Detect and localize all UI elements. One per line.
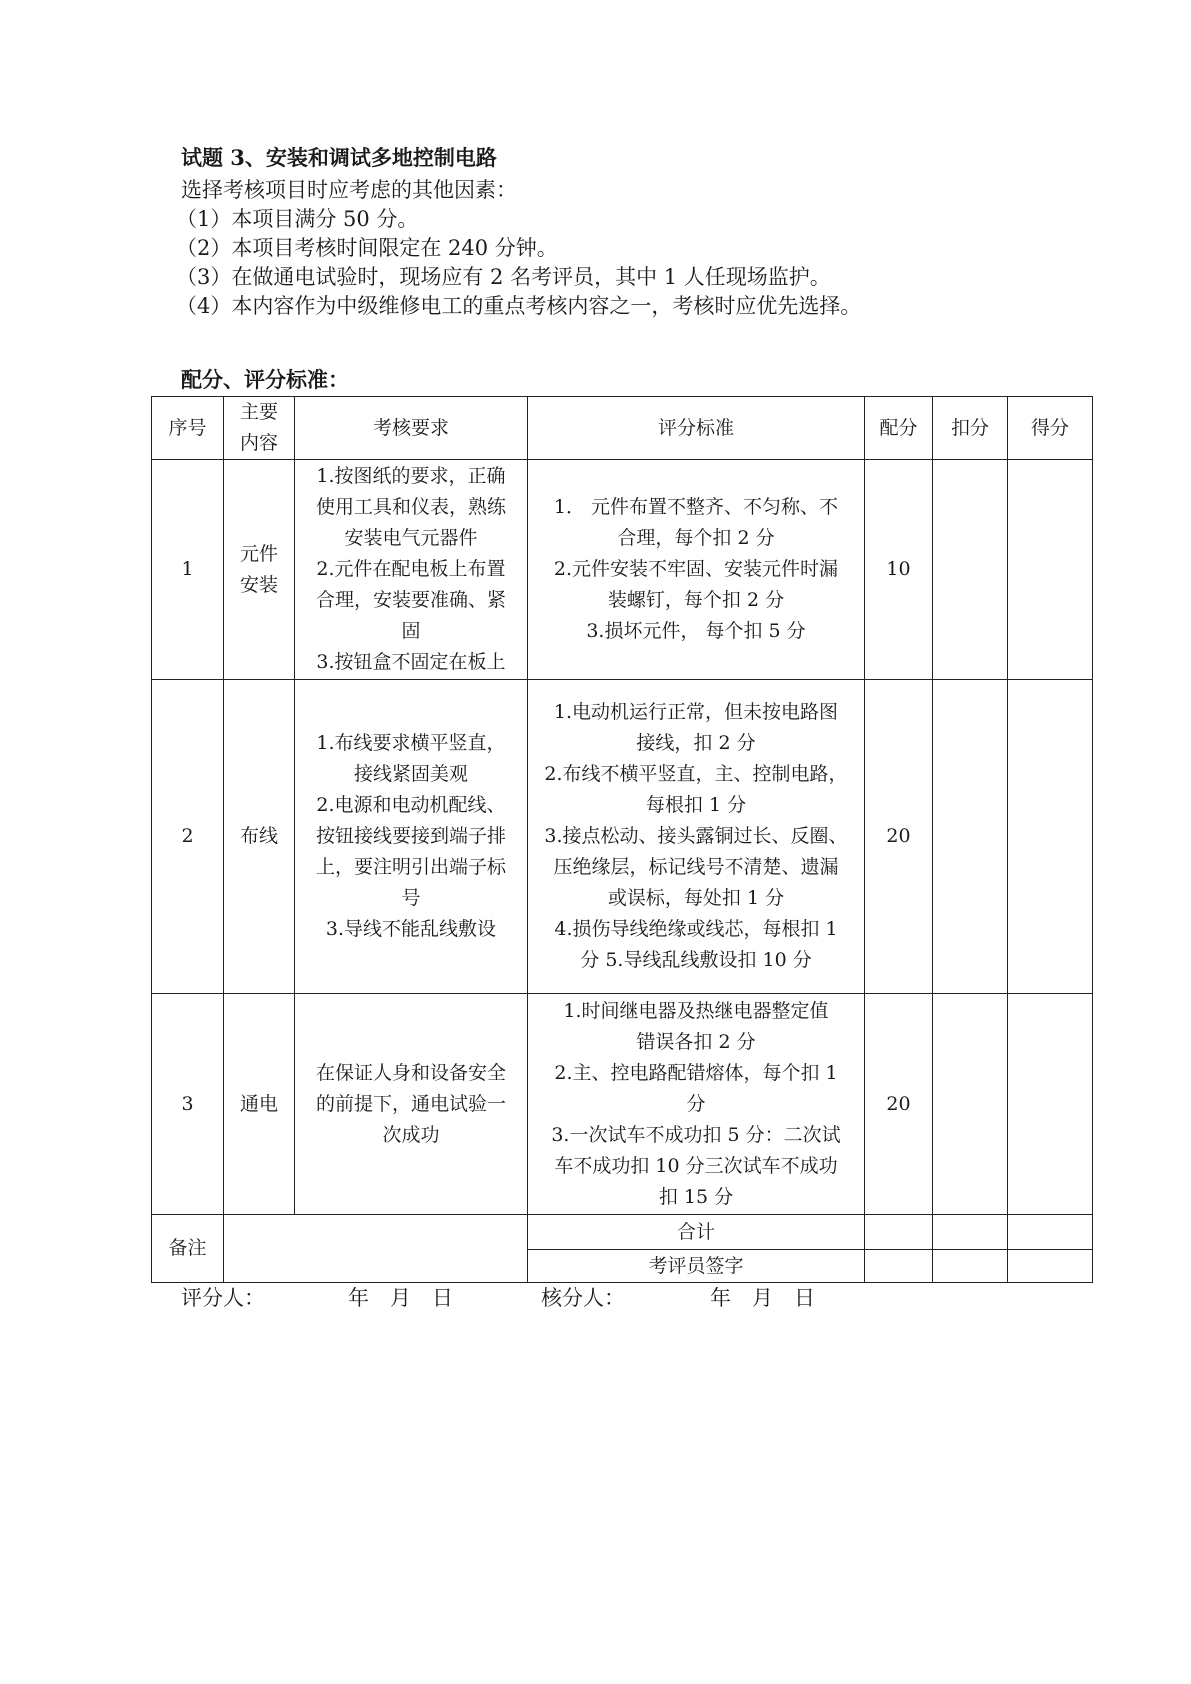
- criteria-line: 装螺钉，每个扣 2 分: [607, 589, 785, 611]
- criteria-line: 分 5.导线乱线敷设扣 10 分: [580, 949, 812, 971]
- requirement-line: 固: [401, 620, 421, 642]
- requirement-line: 安装电气元器件: [344, 527, 478, 549]
- row-score: [1008, 680, 1093, 994]
- row-content-line: 元件: [239, 542, 278, 565]
- criteria-line: 1.时间继电器及热继电器整定值: [563, 999, 829, 1022]
- criteria-line: 2.元件安装不牢固、安装元件时漏: [553, 558, 839, 580]
- total-deduct: [933, 1215, 1008, 1250]
- row-deduct: [933, 994, 1008, 1215]
- checker-date: 年 月 日: [710, 1286, 815, 1310]
- requirement-line: 号: [401, 887, 421, 909]
- scorer-date: 年 月 日: [348, 1286, 453, 1310]
- requirement-line: 按钮接线要接到端子排: [315, 825, 506, 847]
- row-no: 1: [152, 460, 224, 680]
- row-content: [224, 460, 295, 680]
- criteria-line: 3.接点松动、接头露铜过长、反圈、: [544, 825, 848, 847]
- row-no: 3: [152, 994, 224, 1215]
- requirement-line: 1.按图纸的要求，正确: [316, 465, 506, 487]
- table-header-row: [152, 397, 1093, 460]
- header-content: [224, 397, 295, 460]
- row-criteria: [528, 994, 865, 1215]
- row-criteria: [528, 460, 865, 680]
- checker-label: 核分人：: [541, 1286, 625, 1310]
- criteria-line: 或误标，每处扣 1 分: [607, 887, 785, 909]
- requirement-line: 次成功: [382, 1123, 440, 1146]
- criteria-line: 接线，扣 2 分: [636, 732, 756, 754]
- factor-2: （2）本项目考核时间限定在 240 分钟。: [176, 236, 558, 260]
- row-requirement: [295, 680, 528, 994]
- header-points: 配分: [865, 397, 933, 460]
- header-criteria: 评分标准: [528, 397, 865, 460]
- table-row: [152, 680, 1093, 994]
- criteria-line: 错误各扣 2 分: [636, 1030, 756, 1053]
- factor-3: （3）在做通电试验时，现场应有 2 名考评员，其中 1 人任现场监护。: [176, 265, 831, 289]
- row-criteria: [528, 680, 865, 994]
- requirement-line: 1.布线要求横平竖直，: [316, 732, 506, 754]
- row-points: 10: [865, 460, 933, 680]
- requirement-line: 在保证人身和设备安全: [315, 1061, 506, 1084]
- criteria-line: 扣 15 分: [658, 1185, 734, 1208]
- row-content-line: 安装: [239, 573, 278, 596]
- row-content: [224, 994, 295, 1215]
- criteria-line: 车不成功扣 10 分三次试车不成功: [554, 1154, 838, 1177]
- scoring-table: [151, 396, 1093, 1283]
- criteria-line: 1.电动机运行正常，但未按电路图: [553, 701, 839, 723]
- row-requirement: [295, 460, 528, 680]
- factor-1: （1）本项目满分 50 分。: [176, 207, 419, 231]
- table-row: [152, 994, 1093, 1215]
- criteria-line: 每根扣 1 分: [645, 794, 747, 816]
- criteria-line: 2.布线不横平竖直，主、控制电路，: [544, 763, 848, 785]
- header-content-line: 主要: [239, 401, 278, 423]
- requirement-line: 3.导线不能乱线敷设: [325, 918, 497, 940]
- signature-label: 考评员签字: [528, 1250, 865, 1283]
- criteria-line: 2.主、控电路配错熔体，每个扣 1: [554, 1061, 838, 1084]
- criteria-line: 合理，每个扣 2 分: [617, 527, 775, 549]
- header-no: 序号: [152, 397, 224, 460]
- row-score: [1008, 994, 1093, 1215]
- table-row: [152, 460, 1093, 680]
- requirement-line: 使用工具和仪表，熟练: [315, 496, 506, 518]
- row-points: 20: [865, 994, 933, 1215]
- requirement-line: 接线紧固美观: [353, 763, 468, 785]
- remarks-label: 备注: [152, 1215, 224, 1283]
- requirement-line: 合理，安装要准确、紧: [315, 589, 506, 611]
- requirement-line: 2.元件在配电板上布置: [316, 558, 506, 580]
- criteria-line: 4.损伤导线绝缘或线芯，每根扣 1: [554, 918, 838, 940]
- header-requirement: 考核要求: [295, 397, 528, 460]
- criteria-line: 3.一次试车不成功扣 5 分：二次试: [551, 1123, 841, 1146]
- criteria-line: 压绝缘层，标记线号不清楚、遗漏: [553, 856, 839, 878]
- criteria-line: 1． 元件布置不整齐、不匀称、不: [553, 496, 839, 518]
- header-content-line: 内容: [239, 432, 278, 454]
- remarks-value: [224, 1215, 528, 1283]
- row-points: 20: [865, 680, 933, 994]
- exam-title: 试题 3、安装和调试多地控制电路: [181, 145, 497, 170]
- signature-cell: [865, 1250, 933, 1283]
- row-content-line: 通电: [239, 1092, 278, 1115]
- requirement-line: 的前提下，通电试验一: [315, 1092, 506, 1115]
- scorer-label: 评分人：: [181, 1286, 265, 1310]
- row-no: 2: [152, 680, 224, 994]
- row-requirement: [295, 994, 528, 1215]
- row-deduct: [933, 460, 1008, 680]
- section-title: 配分、评分标准：: [181, 367, 349, 392]
- requirement-line: 2.电源和电动机配线、: [316, 794, 506, 816]
- criteria-line: 分: [686, 1092, 706, 1115]
- intro-text: 选择考核项目时应考虑的其他因素：: [181, 178, 517, 202]
- total-label: 合计: [528, 1215, 865, 1250]
- row-content-line: 布线: [239, 825, 278, 847]
- requirement-line: 3.按钮盒不固定在板上: [316, 651, 506, 673]
- row-deduct: [933, 680, 1008, 994]
- row-score: [1008, 460, 1093, 680]
- signature-cell: [933, 1250, 1008, 1283]
- total-row: [152, 1215, 1093, 1250]
- header-deduct: 扣分: [933, 397, 1008, 460]
- signature-cell: [1008, 1250, 1093, 1283]
- row-content: [224, 680, 295, 994]
- requirement-line: 上，要注明引出端子标: [315, 856, 506, 878]
- total-points: [865, 1215, 933, 1250]
- factor-4: （4）本内容作为中级维修电工的重点考核内容之一，考核时应优先选择。: [176, 294, 862, 318]
- criteria-line: 3.损坏元件， 每个扣 5 分: [586, 620, 806, 642]
- header-score: 得分: [1008, 397, 1093, 460]
- total-score: [1008, 1215, 1093, 1250]
